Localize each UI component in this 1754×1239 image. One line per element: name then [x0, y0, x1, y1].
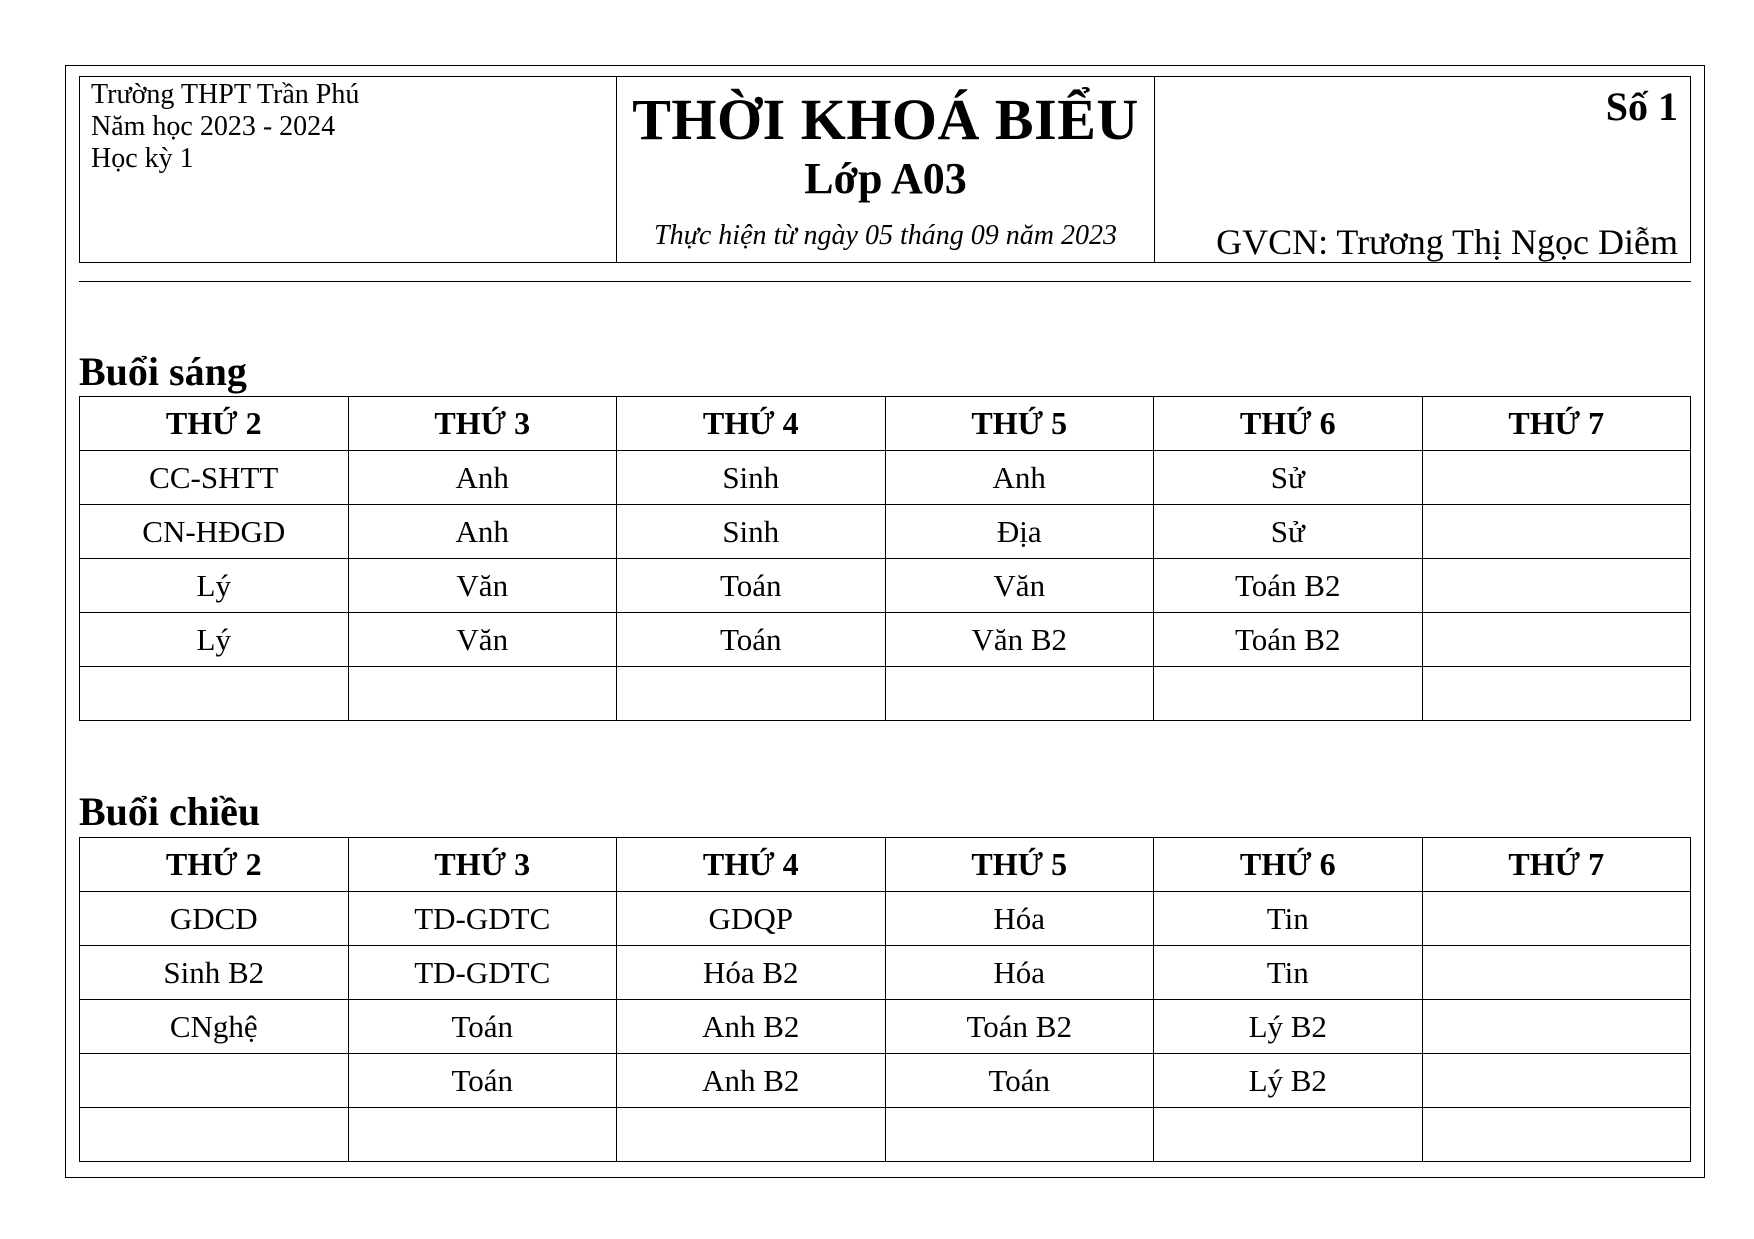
subject-cell: Hóa: [885, 892, 1154, 946]
page-title: THỜI KHOÁ BIỂU: [632, 87, 1139, 152]
subject-cell: [80, 1108, 349, 1162]
table-row: [80, 1000, 1691, 1054]
afternoon-session-title: Buổi chiều: [79, 789, 261, 834]
subject-cell: Anh: [885, 451, 1154, 505]
day-header: THỨ 2: [80, 397, 349, 451]
day-header: THỨ 3: [348, 397, 617, 451]
subject-cell: Lý: [80, 559, 349, 613]
subject-cell: [80, 667, 349, 721]
subject-cell: Sinh: [617, 451, 886, 505]
subject-cell: [1154, 1108, 1423, 1162]
subject-cell: [1422, 505, 1691, 559]
subject-cell: Tin: [1154, 946, 1423, 1000]
subject-cell: Anh B2: [617, 1054, 886, 1108]
school-year: Năm học 2023 - 2024: [91, 111, 336, 142]
class-name: Lớp A03: [804, 154, 967, 203]
subject-cell: [1422, 451, 1691, 505]
subject-cell: [1422, 892, 1691, 946]
subject-cell: CNghệ: [80, 1000, 349, 1054]
subject-cell: Văn: [348, 559, 617, 613]
subject-cell: Sinh B2: [80, 946, 349, 1000]
header-divider: [79, 281, 1691, 282]
subject-cell: Toán B2: [1154, 559, 1423, 613]
subject-cell: [1422, 667, 1691, 721]
table-row: [80, 1054, 1691, 1108]
header-box: [79, 76, 1691, 263]
day-header: THỨ 7: [1422, 397, 1691, 451]
subject-cell: [885, 667, 1154, 721]
subject-cell: Anh B2: [617, 1000, 886, 1054]
subject-cell: [1422, 613, 1691, 667]
subject-cell: Toán: [617, 559, 886, 613]
subject-cell: Lý: [80, 613, 349, 667]
table-row: [80, 505, 1691, 559]
subject-cell: Toán B2: [885, 1000, 1154, 1054]
subject-cell: Hóa B2: [617, 946, 886, 1000]
subject-cell: [1422, 559, 1691, 613]
semester: Học kỳ 1: [91, 143, 194, 174]
subject-cell: [80, 1054, 349, 1108]
subject-cell: Văn: [348, 613, 617, 667]
subject-cell: Anh: [348, 505, 617, 559]
day-header: THỨ 5: [885, 838, 1154, 892]
table-row: [80, 1108, 1691, 1162]
day-header: THỨ 4: [617, 397, 886, 451]
table-row: [80, 613, 1691, 667]
homeroom-teacher: GVCN: Trương Thị Ngọc Diễm: [1216, 222, 1678, 262]
subject-cell: Toán B2: [1154, 613, 1423, 667]
subject-cell: Toán: [617, 613, 886, 667]
table-row: [80, 946, 1691, 1000]
day-header: THỨ 7: [1422, 838, 1691, 892]
subject-cell: GDCD: [80, 892, 349, 946]
school-name: Trường THPT Trần Phú: [91, 79, 360, 110]
subject-cell: Văn B2: [885, 613, 1154, 667]
day-header: THỨ 6: [1154, 838, 1423, 892]
day-header: THỨ 3: [348, 838, 617, 892]
subject-cell: Văn: [885, 559, 1154, 613]
morning-session-title: Buổi sáng: [79, 349, 247, 394]
day-header: THỨ 6: [1154, 397, 1423, 451]
subject-cell: Tin: [1154, 892, 1423, 946]
title-block: [617, 77, 1155, 262]
subject-cell: TD-GDTC: [348, 892, 617, 946]
subject-cell: [348, 1108, 617, 1162]
table-row: [80, 667, 1691, 721]
day-header: THỨ 2: [80, 838, 349, 892]
subject-cell: [1422, 1054, 1691, 1108]
afternoon-schedule-table: [79, 837, 1691, 1162]
table-header-row: [80, 397, 1691, 451]
subject-cell: GDQP: [617, 892, 886, 946]
table-row: [80, 559, 1691, 613]
sheet-number: Số 1: [1605, 84, 1678, 129]
subject-cell: [1422, 1000, 1691, 1054]
table-row: [80, 451, 1691, 505]
subject-cell: Sinh: [617, 505, 886, 559]
subject-cell: [885, 1108, 1154, 1162]
table-row: [80, 892, 1691, 946]
subject-cell: [1422, 946, 1691, 1000]
subject-cell: [1154, 667, 1423, 721]
school-info: [80, 77, 617, 262]
subject-cell: TD-GDTC: [348, 946, 617, 1000]
subject-cell: Sử: [1154, 505, 1423, 559]
subject-cell: [1422, 1108, 1691, 1162]
subject-cell: Lý B2: [1154, 1000, 1423, 1054]
subject-cell: Lý B2: [1154, 1054, 1423, 1108]
subject-cell: CN-HĐGD: [80, 505, 349, 559]
day-header: THỨ 5: [885, 397, 1154, 451]
effective-date: Thực hiện từ ngày 05 tháng 09 năm 2023: [654, 220, 1117, 251]
subject-cell: [617, 1108, 886, 1162]
table-header-row: [80, 838, 1691, 892]
subject-cell: [617, 667, 886, 721]
subject-cell: Hóa: [885, 946, 1154, 1000]
day-header: THỨ 4: [617, 838, 886, 892]
subject-cell: Sử: [1154, 451, 1423, 505]
subject-cell: Địa: [885, 505, 1154, 559]
subject-cell: Toán: [885, 1054, 1154, 1108]
subject-cell: Toán: [348, 1054, 617, 1108]
subject-cell: CC-SHTT: [80, 451, 349, 505]
morning-schedule-table: [79, 396, 1691, 721]
sheet-info: [1155, 77, 1690, 262]
subject-cell: Toán: [348, 1000, 617, 1054]
subject-cell: Anh: [348, 451, 617, 505]
subject-cell: [348, 667, 617, 721]
